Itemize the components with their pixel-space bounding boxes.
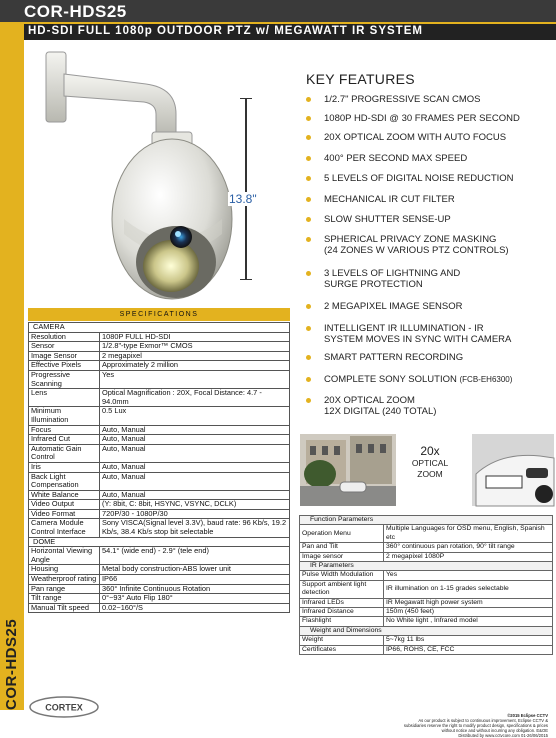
spec-row [29,594,290,604]
spec-value: Auto, Manual [100,462,290,472]
spec-key: Progressive Scanning [29,370,100,388]
ptz-camera-illustration [26,44,302,304]
spec-row [29,519,290,537]
footnote-line: As our product is subject to continuous improvement, Eclipse CCTV & [418,718,548,723]
spec-value: Auto, Manual [100,425,290,435]
spec-key: Iris [29,462,100,472]
spec-value: 360° Infinite Continuous Rotation [100,584,290,594]
bullet-icon [306,116,311,121]
spec-group-row [29,323,290,333]
spec-key: Lens [29,389,100,407]
zoom-callout-line2: ZOOM [417,469,443,479]
bullet-icon [306,176,311,181]
spec-key: Image Sensor [29,351,100,361]
bullet-icon [306,135,311,140]
spec-value: 1080P FULL HD-SDI [100,332,290,342]
function-key: Support ambient light detection [300,580,384,598]
spec-key: Pan range [29,584,100,594]
spec-value: 0.5 Lux [100,407,290,425]
function-key: Pulse Width Modulation [300,571,384,580]
spec-row [29,472,290,490]
function-row [300,543,553,552]
footnote-line: subsidiaries reserve the right to modify product design, specifications & prices [403,723,548,728]
bullet-icon [306,197,311,202]
dimension-line [245,98,247,280]
bullet-icon [306,237,311,242]
side-accent-band [0,40,24,710]
cortex-logo [29,696,99,718]
function-value: Yes [384,571,553,580]
function-value: 2 megapixel 1080P [384,552,553,561]
spec-value: 720P/30 - 1080P/30 [100,509,290,519]
logo-text: CORTEX [45,702,83,713]
spec-key: Weatherproof rating [29,575,100,585]
zoom-callout-value: 20x [420,444,440,458]
function-group-row [300,516,553,525]
function-value: 150m (450 feet) [384,608,553,617]
spec-key: Video Output [29,500,100,510]
spec-key: Tilt range [29,594,100,604]
function-row [300,552,553,561]
spec-row [29,444,290,462]
function-value: No White light , Infrared model [384,617,553,626]
function-key: Image sensor [300,552,384,561]
spec-value: IP66 [100,575,290,585]
footnote-line: Distributed by www.cctvcore.com 01-26/06/2015 [458,733,548,738]
spec-key: Manual Tilt speed [29,603,100,613]
spec-row [29,547,290,565]
spec-row [29,575,290,585]
camera-product-image [26,44,302,304]
spec-key: Effective Pixels [29,361,100,371]
function-row [300,580,553,598]
spec-row [29,603,290,613]
function-value: IP66, ROHS, CE, FCC [384,645,553,654]
spec-group-label: DOME [29,537,290,547]
product-subtitle: HD-SDI FULL 1080p OUTDOOR PTZ w/ MEGAWATT IR SYSTEM [28,25,423,37]
spec-value: 1/2.8"-type Exmor™ CMOS [100,342,290,352]
spec-value: Yes [100,370,290,388]
bullet-icon [306,97,311,102]
function-value: IR illumination on 1-15 grades selectable [384,580,553,598]
spec-value: 0.02~160°/S [100,603,290,613]
function-group-row [300,562,553,571]
spec-key: Horizontal Viewing Angle [29,547,100,565]
function-group-label: Weight and Dimensions [300,626,553,635]
spec-value: Sony VISCA(Signal level 3.3V), baud rate: 96 Kb/s, 19.2 Kb/s, 38.4 Kb/s stop bit selectable [100,519,290,537]
spec-row [29,370,290,388]
function-value: Multiple Languages for OSD menu, English, Spanish etc [384,525,553,543]
spec-key: Back Light Compensation [29,472,100,490]
spec-key: Resolution [29,332,100,342]
function-row [300,571,553,580]
subtitle-band [24,24,556,40]
spec-key: Infrared Cut [29,435,100,445]
spec-value: (Y: 8bit, C: 8bit, HSYNC, VSYNC, DCLK) [100,500,290,510]
spec-key: Automatic Gain Control [29,444,100,462]
spec-value: Metal body construction-ABS lower unit [100,565,290,575]
bullet-icon [306,326,311,331]
bullet-icon [306,377,311,382]
spec-value: Optical Magnification : 20X, Focal Distance: 4.7 - 94.0mm [100,389,290,407]
function-value: 5~7kg 11 lbs [384,636,553,645]
bullet-icon [306,271,311,276]
footnote-line: ©2015 Eclipse CCTV [507,713,548,718]
spec-row [29,500,290,510]
function-key: Pan and Tilt [300,543,384,552]
spec-row [29,407,290,425]
function-group-label: Function Parameters [300,516,553,525]
spec-value: Approximately 2 million [100,361,290,371]
side-model-label: COR-HDS25 [3,618,20,710]
function-row [300,636,553,645]
function-key: Infrared LEDs [300,598,384,607]
spec-key: Housing [29,565,100,575]
spec-value: 0°~93° Auto Flip 180° [100,594,290,604]
spec-row [29,342,290,352]
spec-row [29,435,290,445]
spec-group-label: CAMERA [29,323,290,333]
function-row [300,525,553,543]
subtitle-bar [0,22,556,40]
function-key: Operation Menu [300,525,384,543]
function-group-label: IR Parameters [300,562,553,571]
function-key: Certificates [300,645,384,654]
function-row [300,608,553,617]
footnote [320,713,548,738]
zoom-callout-line1: OPTICAL [411,458,449,468]
function-row [300,617,553,626]
function-parameters-table [299,515,553,655]
bullet-icon [306,304,311,309]
model-title: COR-HDS25 [24,2,127,21]
spec-value: 2 megapixel [100,351,290,361]
spec-key: White Balance [29,490,100,500]
top-header-bar [0,0,556,22]
function-key: Infrared Distance [300,608,384,617]
dimension-label: 13.8" [229,192,257,206]
function-key: Weight [300,636,384,645]
zoom-callout [405,444,455,480]
spec-value: Auto, Manual [100,472,290,490]
bullet-icon [306,355,311,360]
footnote-line: without notice and without incurring any obligation. E&OE [441,728,548,733]
spec-key: Focus [29,425,100,435]
spec-value: Auto, Manual [100,444,290,462]
spec-key: Sensor [29,342,100,352]
function-row [300,598,553,607]
spec-key: Minimum Illumination [29,407,100,425]
function-value: IR Megawatt high power system [384,598,553,607]
key-features-title: KEY FEATURES [306,71,415,87]
function-key: Flashlight [300,617,384,626]
specifications-header: SPECIFICATIONS [28,308,290,321]
spec-key: Video Format [29,509,100,519]
bullet-icon [306,156,311,161]
spec-key: Camera Module Control Interface [29,519,100,537]
spec-value: Auto, Manual [100,435,290,445]
specifications-table [28,322,290,613]
spec-value: 54.1° (wide end) - 2.9° (tele end) [100,547,290,565]
function-group-row [300,626,553,635]
function-row [300,645,553,654]
bullet-icon [306,398,311,403]
spec-row [29,462,290,472]
spec-value: Auto, Manual [100,490,290,500]
cortex-logo-mark [29,696,99,718]
function-value: 360° continuous pan rotation, 90° tilt range [384,543,553,552]
bullet-icon [306,217,311,222]
spec-row [29,389,290,407]
